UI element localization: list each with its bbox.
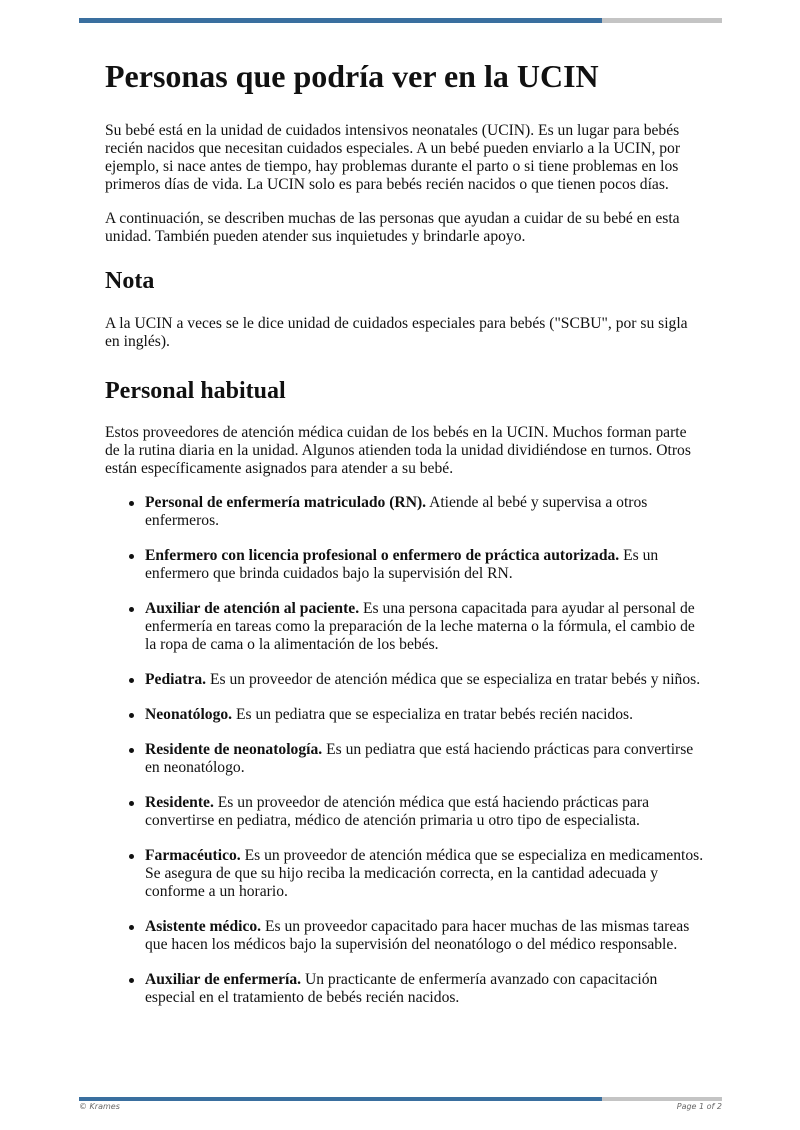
footer-bar-secondary <box>602 1097 722 1101</box>
footer-divider-bar <box>79 1097 722 1101</box>
intro-paragraph: A continuación, se describen muchas de las personas que ayudan a cuidar de su bebé en esta unidad. También pueden atender sus inquietudes y brindarle apoyo. <box>105 210 680 245</box>
list-item <box>105 847 705 901</box>
list-item <box>105 918 705 954</box>
list-item-term: Auxiliar de enfermería. <box>145 971 302 988</box>
list-item <box>105 794 705 830</box>
list-item-desc: Es un pediatra que está haciendo prácticas para convertirse en neonatólogo. <box>145 741 694 776</box>
bullet-icon <box>129 678 134 683</box>
footer-copyright: © Krames <box>79 1102 120 1111</box>
list-item-term: Auxiliar de atención al paciente. <box>145 600 360 617</box>
staff-heading: Personal habitual <box>105 378 286 404</box>
list-item-desc: Es un proveedor de atención médica que está haciendo prácticas para convertirse en pediatra, médico de atención primaria u otro tipo de especialista. <box>145 794 649 829</box>
intro-paragraph: Su bebé está en la unidad de cuidados intensivos neonatales (UCIN). Es un lugar para bebés recién nacidos que necesitan cuidados especiales. A un bebé pueden enviarlo a la UCIN, por ejemplo, si nace antes de tiempo, hay problemas durante el parto o si tiene problemas en los primeros días de vida. La UCIN solo es para bebés recién nacidos o que tienen pocos días. <box>105 122 681 193</box>
list-item-term: Farmacéutico. <box>145 847 241 864</box>
list-item-term: Residente de neonatología. <box>145 741 323 758</box>
staff-list <box>105 494 705 1007</box>
list-item-term: Asistente médico. <box>145 918 262 935</box>
list-item <box>105 706 705 724</box>
list-item <box>105 741 705 777</box>
list-item <box>105 671 705 689</box>
list-item <box>105 494 705 530</box>
list-item-term: Residente. <box>145 794 214 811</box>
staff-intro: Estos proveedores de atención médica cuidan de los bebés en la UCIN. Muchos forman parte de la rutina diaria en la unidad. Algunos atienden toda la unidad dividiéndose en turnos. Otros están específicamente asignados para atender a su bebé. <box>105 424 691 477</box>
list-item-term: Personal de enfermería matriculado (RN). <box>145 494 427 511</box>
bullet-icon <box>129 978 134 983</box>
bullet-icon <box>129 801 134 806</box>
note-heading: Nota <box>105 268 155 294</box>
bullet-icon <box>129 501 134 506</box>
bullet-icon <box>129 713 134 718</box>
list-item-desc: Es una persona capacitada para ayudar al personal de enfermería en tareas como la preparación de la leche materna o la fórmula, el cambio de la ropa de cama o la alimentación de los bebés. <box>145 600 695 653</box>
bullet-icon <box>129 554 134 559</box>
list-item-desc: Es un proveedor capacitado para hacer muchas de las mismas tareas que hacen los médicos bajo la supervisión del neonatólogo o del médico responsable. <box>145 918 690 953</box>
list-item-desc: Es un enfermero que brinda cuidados bajo la supervisión del RN. <box>145 547 659 582</box>
list-item-desc: Atiende al bebé y supervisa a otros enfermeros. <box>145 494 648 529</box>
bullet-icon <box>129 925 134 930</box>
footer-page-number: Page 1 of 2 <box>676 1102 722 1111</box>
list-item-desc: Es un pediatra que se especializa en tratar bebés recién nacidos. <box>232 706 633 723</box>
list-item <box>105 971 705 1007</box>
list-item-term: Enfermero con licencia profesional o enfermero de práctica autorizada. <box>145 547 620 564</box>
note-text: A la UCIN a veces se le dice unidad de cuidados especiales para bebés ("SCBU", por su sigla en inglés). <box>105 315 688 350</box>
header-divider-bar <box>79 18 722 23</box>
header-bar-accent <box>79 18 602 23</box>
list-item-desc: Un practicante de enfermería avanzado con capacitación especial en el tratamiento de bebés recién nacidos. <box>145 971 658 1006</box>
bullet-icon <box>129 607 134 612</box>
list-item-term: Neonatólogo. <box>145 706 233 723</box>
list-item-term: Pediatra. <box>145 671 207 688</box>
list-item <box>105 600 705 654</box>
list-item <box>105 547 705 583</box>
page-title: Personas que podría ver en la UCIN <box>105 58 599 94</box>
list-item-desc: Es un proveedor de atención médica que se especializa en medicamentos. Se asegura de que su hijo reciba la medicación correcta, en la cantidad adecuada y conforme a un horario. <box>145 847 704 900</box>
bullet-icon <box>129 748 134 753</box>
document-body <box>105 52 705 1024</box>
header-bar-secondary <box>602 18 722 23</box>
bullet-icon <box>129 854 134 859</box>
footer-bar-accent <box>79 1097 602 1101</box>
list-item-desc: Es un proveedor de atención médica que se especializa en tratar bebés y niños. <box>206 671 701 688</box>
